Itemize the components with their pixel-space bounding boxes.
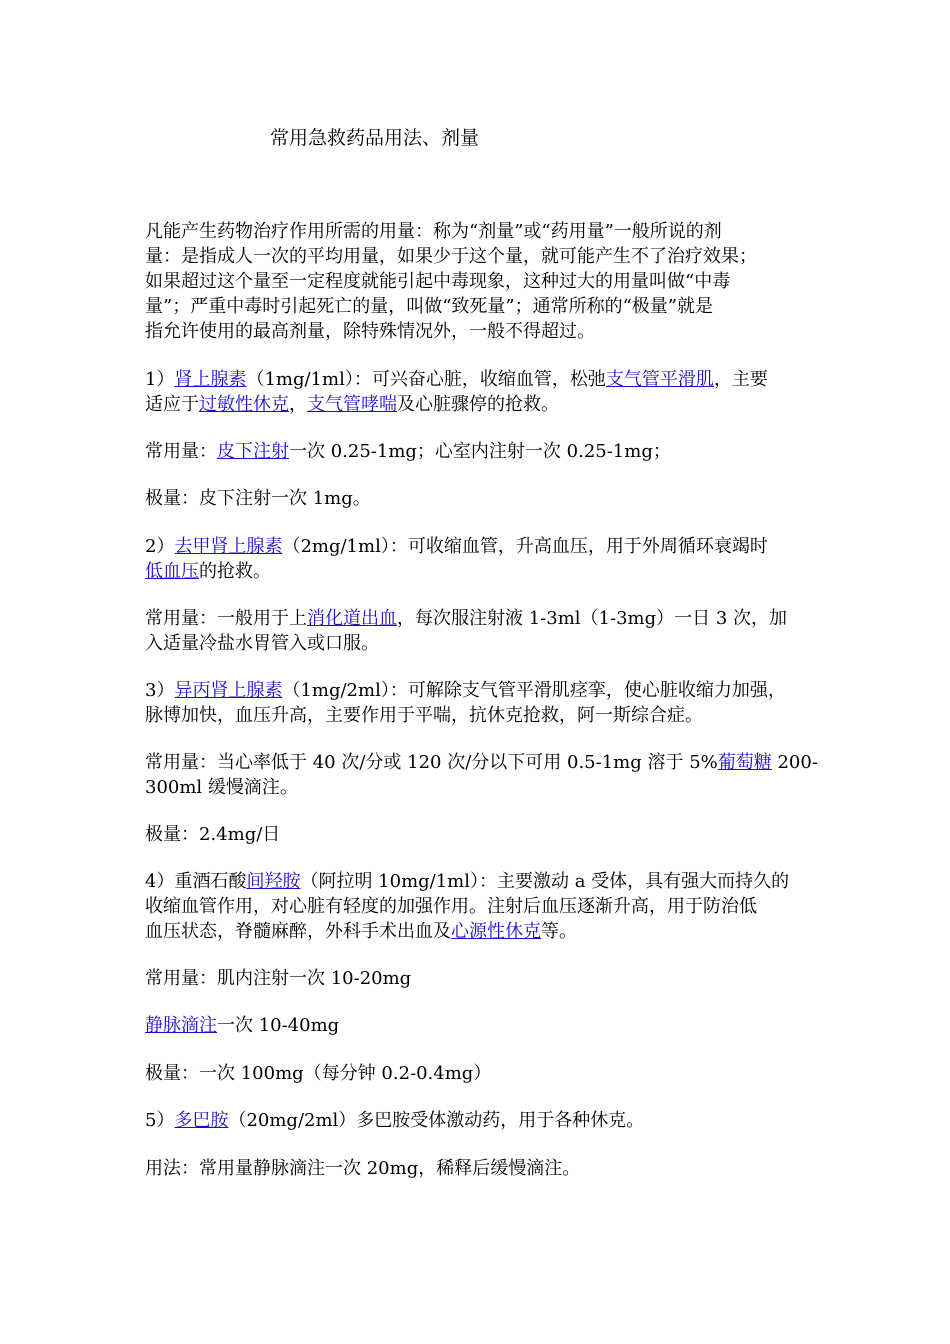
paragraph-line	[145, 869, 825, 894]
paragraph-line	[145, 439, 825, 464]
paragraph-line	[145, 534, 825, 559]
link-glucose[interactable]: 葡萄糖	[717, 752, 772, 773]
link-dopamine[interactable]: 多巴胺	[174, 1110, 229, 1131]
drug-4-description	[145, 869, 825, 944]
link-norepinephrine[interactable]: 去甲肾上腺素	[174, 536, 283, 557]
intro-line: 如果超过这个量至一定程度就能引起中毒现象，这种过大的用量叫做“中毒	[145, 271, 731, 292]
text-segment: ，主要	[713, 369, 768, 390]
paragraph-line	[145, 678, 825, 703]
intro-line: 量：是指成人一次的平均用量，如果少于这个量，就可能产生不了治疗效果；	[145, 246, 757, 267]
drug-2-description	[145, 534, 825, 584]
paragraph-line	[145, 1013, 825, 1038]
link-cardiogenic-shock[interactable]: 心源性休克	[451, 921, 541, 942]
intro-line: 量”；严重中毒时引起死亡的量，叫做“致死量”；通常所称的“极量”就是	[145, 296, 714, 317]
item-number: 1）	[145, 369, 175, 390]
text-segment: 的抢救。	[199, 561, 271, 582]
text-segment: ，每次服注射液 1-3ml（1-3mg）一日 3 次，加	[397, 608, 788, 629]
item-number: 3）	[145, 680, 175, 701]
intro-line: 凡能产生药物治疗作用所需的用量：称为“剂量”或“药用量”一般所说的剂	[145, 221, 722, 242]
text-segment: 4）重酒石酸	[145, 871, 247, 892]
link-isoproterenol[interactable]: 异丙肾上腺素	[174, 680, 283, 701]
item-number: 2）	[145, 536, 175, 557]
drug-5-usage	[145, 1156, 825, 1181]
paragraph-line	[145, 392, 825, 417]
item-number: 5）	[145, 1110, 175, 1131]
text-segment: （阿拉明 10mg/1ml）：主要激动 a 受体，具有强大而持久的	[300, 871, 790, 892]
paragraph-line: 收缩血管作用，对心脏有轻度的加强作用。注射后血压逐渐升高，用于防治低	[145, 896, 757, 917]
paragraph-line: 用法：常用量静脉滴注一次 20mg，稀释后缓慢滴注。	[145, 1158, 581, 1179]
drug-1-description	[145, 367, 825, 417]
text-segment: 常用量：当心率低于 40 次/分或 120 次/分以下可用 0.5-1mg 溶于 5%	[145, 752, 718, 773]
paragraph-line	[145, 559, 825, 584]
drug-2-usual-dose	[145, 606, 825, 656]
drug-1-max-dose	[145, 486, 825, 511]
text-segment: 常用量：一般用于上	[145, 608, 307, 629]
drug-3-usual-dose	[145, 750, 825, 800]
paragraph-line: 脉博加快，血压升高，主要作用于平喘，抗休克抢救，阿一斯综合症。	[145, 705, 703, 726]
drug-1-usual-dose	[145, 439, 825, 464]
intro-line: 指允许使用的最高剂量，除特殊情况外，一般不得超过。	[145, 321, 595, 342]
drug-4-iv-dose	[145, 1013, 825, 1038]
link-metaraminol[interactable]: 间羟胺	[246, 871, 301, 892]
paragraph-line: 300ml 缓慢滴注。	[145, 777, 298, 798]
text-segment: （1mg/2ml）：可解除支气管平滑肌痉挛，使心脏收缩力加强，	[282, 680, 786, 701]
text-segment: 等。	[541, 921, 577, 942]
paragraph-line: 常用量：肌内注射一次 10-20mg	[145, 968, 412, 989]
text-segment: 适应于	[145, 394, 199, 415]
drug-3-description	[145, 678, 825, 728]
link-bronchial-smooth-muscle[interactable]: 支气管平滑肌	[605, 369, 714, 390]
paragraph-line	[145, 919, 825, 944]
link-iv-drip[interactable]: 静脉滴注	[145, 1015, 217, 1036]
paragraph-line	[145, 606, 825, 631]
link-bronchial-asthma[interactable]: 支气管哮喘	[307, 394, 397, 415]
link-epinephrine[interactable]: 肾上腺素	[174, 369, 247, 390]
drug-3-max-dose	[145, 822, 825, 847]
link-gi-bleeding[interactable]: 消化道出血	[307, 608, 397, 629]
drug-4-usual-dose	[145, 966, 825, 991]
text-segment: （2mg/1ml）：可收缩血管，升高血压，用于外周循环衰竭时	[282, 536, 768, 557]
paragraph-line: 极量：皮下注射一次 1mg。	[145, 488, 371, 509]
drug-4-max-dose	[145, 1061, 825, 1086]
paragraph-line	[145, 750, 825, 775]
link-anaphylactic-shock[interactable]: 过敏性休克	[199, 394, 289, 415]
text-segment: （20mg/2ml）多巴胺受体激动药，用于各种休克。	[228, 1110, 645, 1131]
paragraph-line	[145, 367, 825, 392]
drug-5-description	[145, 1108, 825, 1133]
text-segment: 200-	[771, 752, 818, 773]
paragraph-line: 入适量冷盐水胃管入或口服。	[145, 633, 379, 654]
text-segment: 一次 10-40mg	[217, 1015, 340, 1036]
paragraph-line: 极量：2.4mg/日	[145, 824, 281, 845]
text-segment: 一次 0.25-1mg；心室内注射一次 0.25-1mg；	[289, 441, 671, 462]
paragraph-line: 极量：一次 100mg（每分钟 0.2-0.4mg）	[145, 1063, 492, 1084]
text-segment: 及心脏骤停的抢救。	[397, 394, 559, 415]
text-segment: 常用量：	[145, 441, 217, 462]
text-segment: 血压状态，脊髓麻醉，外科手术出血及	[145, 921, 451, 942]
text-segment: （1mg/1ml）：可兴奋心脏，收缩血管，松弛	[246, 369, 606, 390]
paragraph-line	[145, 1108, 825, 1133]
link-subcutaneous-injection[interactable]: 皮下注射	[217, 441, 289, 462]
intro-paragraph	[145, 219, 825, 344]
link-hypotension[interactable]: 低血压	[145, 561, 199, 582]
text-segment: ，	[289, 394, 307, 415]
page-title: 常用急救药品用法、剂量	[270, 127, 480, 149]
